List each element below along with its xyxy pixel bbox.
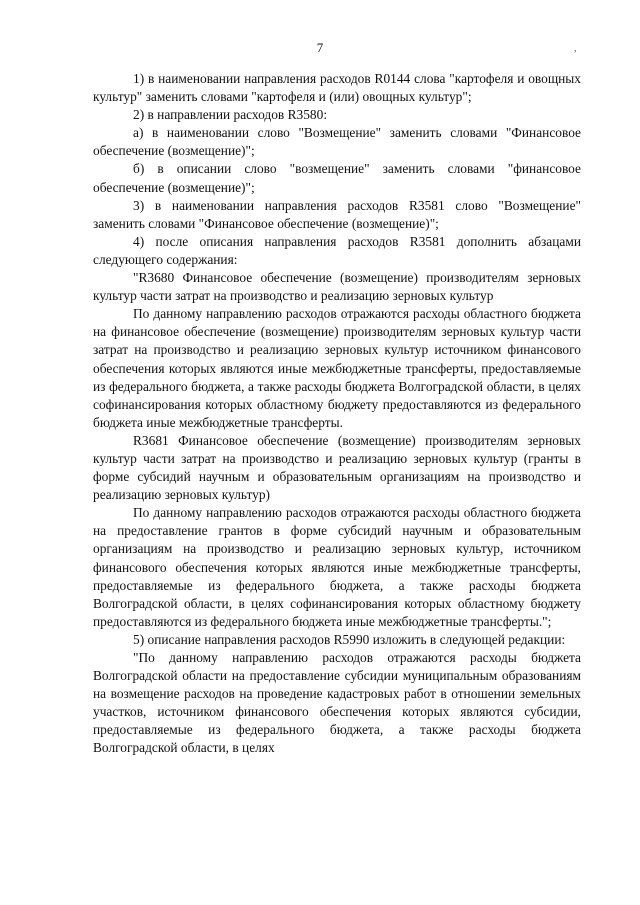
paragraph-item-2a: а) в наименовании слово "Возмещение" заменить словами "Финансовое обеспечение (возмещение)"; — [93, 125, 581, 159]
document-body — [93, 70, 581, 758]
paragraph-r3681-title: R3681 Финансовое обеспечение (возмещение) производителям зерновых культур части затрат на производство и реализацию зерновых культур (гранты в форме субсидий научным и образовательным организациям на производство и реализацию зерновых культур) — [93, 432, 581, 503]
paragraph-item-3: 3) в наименовании направления расходов R3581 слово "Возмещение" заменить словами "Финансовое обеспечение (возмещение)"; — [93, 197, 581, 231]
page-number: 7 — [316, 40, 324, 55]
paragraph-r5990-description: "По данному направлению расходов отражаются расходы бюджета Волгоградской области на предоставление субсидии муниципальным образованиям на возмещение расходов на проведение кадастровых работ в отношении земельных участков, источником финансового обеспечения которых являются субсидии, предоставляемые из федерального бюджета, а также расходы бюджета Волгоградской области, в целях — [93, 650, 581, 756]
corner-mark: , — [574, 43, 577, 54]
paragraph-r3680-title: "R3680 Финансовое обеспечение (возмещение) производителям зерновых культур части затрат на производство и реализацию зерновых культур — [93, 270, 581, 304]
paragraph-item-4: 4) после описания направления расходов R3581 дополнить абзацами следующего содержания: — [93, 233, 581, 267]
paragraph-item-2: 2) в направлении расходов R3580: — [133, 107, 328, 123]
paragraph-item-2b: б) в описании слово "возмещение" заменить словами "финансовое обеспечение (возмещение)"; — [93, 161, 581, 195]
paragraph-r3681-description: По данному направлению расходов отражаются расходы областного бюджета на предоставление грантов в форме субсидий научным и образовательным организациям на производство и реализацию зерновых культур, источником финансового обеспечения которых являются иные межбюджетные трансферты, предоставляемые из федерального бюджета, а также расходы бюджета Волгоградской области, в целях софинансирования которых областному бюджету предоставляются из федерального бюджета иные межбюджетные трансферты."; — [93, 505, 581, 629]
paragraph-item-1: 1) в наименовании направления расходов R0144 слова "картофеля и овощных культур" заменить словами "картофеля и (или) овощных культур"; — [93, 71, 581, 105]
paragraph-item-5: 5) описание направления расходов R5990 изложить в следующей редакции: — [133, 631, 566, 647]
paragraph-r3680-description: По данному направлению расходов отражаются расходы областного бюджета на финансовое обеспечение (возмещение) производителям зерновых культур части затрат на производство и реализацию зерновых культур источником финансового обеспечения которых являются иные межбюджетные трансферты, предоставляемые из федерального бюджета, а также расходы бюджета Волгоградской области, в целях софинансирования которых областному бюджету предоставляются из федерального бюджета иные межбюджетные трансферты. — [93, 306, 581, 430]
